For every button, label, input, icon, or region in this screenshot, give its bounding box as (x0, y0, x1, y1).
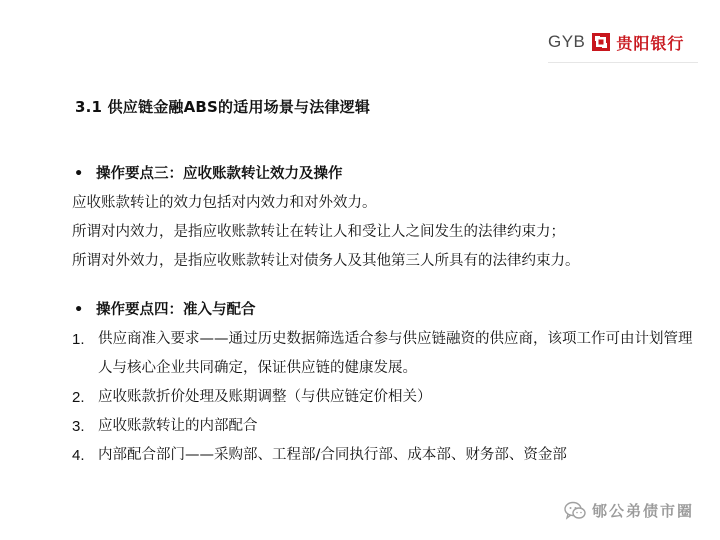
item-text: 应收账款转让的内部配合 (98, 418, 258, 434)
point3-line: 所谓对内效力，是指应收账款转让在转让人和受让人之间发生的法律约束力； (72, 224, 565, 240)
bank-mark-icon (591, 32, 611, 52)
point3-section (72, 160, 692, 276)
item-number: 4. (72, 447, 85, 464)
point3-heading: 操作要点三：应收账款转让效力及操作 (96, 166, 343, 182)
list-item (72, 412, 702, 441)
point4-heading: 操作要点四：准入与配合 (96, 302, 256, 318)
list-item (72, 325, 702, 383)
bullet-dot: • (74, 166, 84, 182)
item-number: 1. (72, 331, 85, 348)
bullet-dot: • (74, 302, 84, 318)
logo-abbrev: GYB (548, 32, 586, 51)
point4-section (72, 296, 702, 470)
item-number: 3. (72, 418, 85, 435)
point3-line: 应收账款转让的效力包括对内效力和对外效力。 (72, 195, 377, 211)
watermark-text: 郇公弟债市圈 (592, 502, 695, 520)
item-text: 供应商准入要求——通过历史数据筛选适合参与供应链融资的供应商，该项工作可由计划管理人与核心企业共同确定，保证供应链的健康发展。 (98, 331, 693, 376)
section-title: 3.1 供应链金融ABS的适用场景与法律逻辑 (75, 98, 371, 116)
point3-line: 所谓对外效力，是指应收账款转让对债务人及其他第三人所具有的法律约束力。 (72, 253, 580, 269)
point4-heading-row (72, 296, 702, 325)
header-divider (548, 62, 698, 63)
item-number: 2. (72, 389, 85, 406)
point3-heading-row (72, 160, 692, 189)
bank-logo (548, 29, 684, 55)
list-item (72, 441, 702, 470)
logo-bank-name: 贵阳银行 (616, 33, 685, 53)
item-text: 内部配合部门——采购部、工程部/合同执行部、成本部、财务部、资金部 (98, 447, 567, 463)
list-item (72, 383, 702, 412)
item-text: 应收账款折价处理及账期调整（与供应链定价相关） (98, 389, 432, 405)
wechat-icon (564, 501, 586, 521)
watermark (564, 500, 694, 521)
